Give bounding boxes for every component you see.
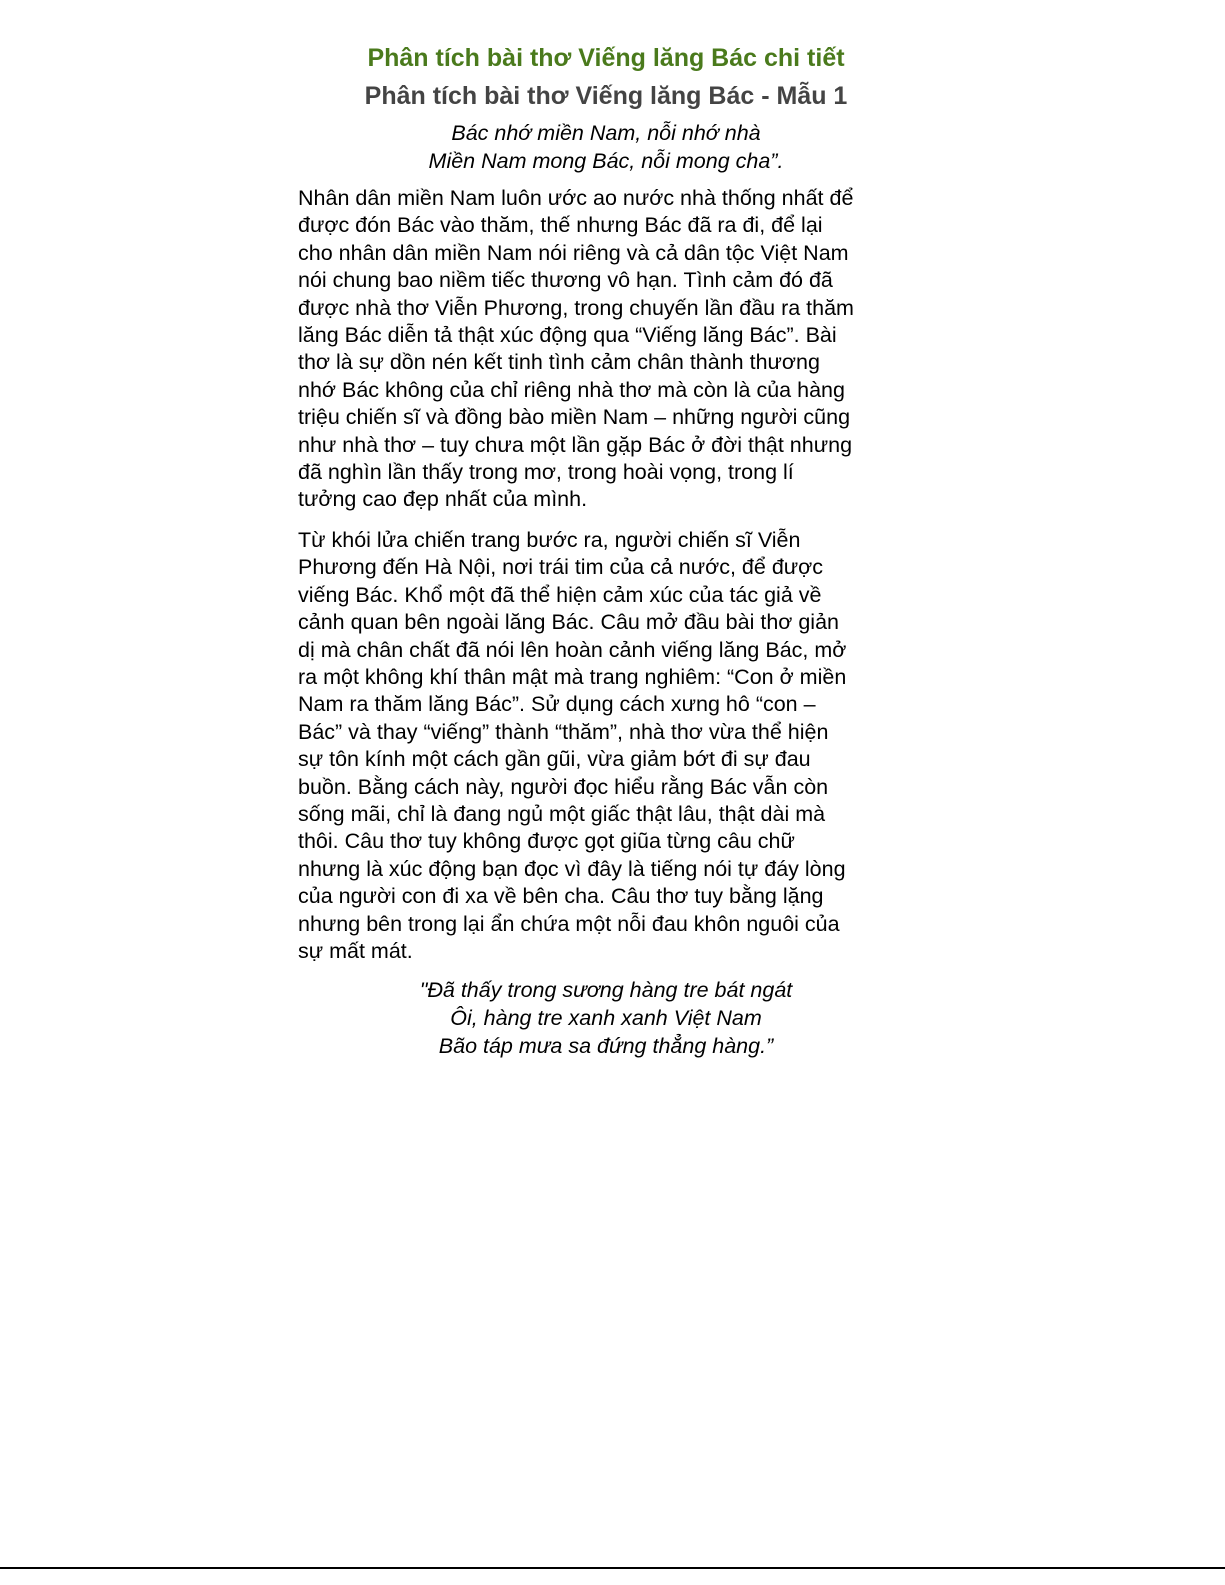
paragraph-line: Nhân dân miền Nam luôn ước ao nước nhà thống nhất để [298,186,854,210]
paragraph-line: được đón Bác vào thăm, thế nhưng Bác đã ra đi, để lại [298,213,823,238]
poem-excerpt-2 [0,976,1212,1060]
paragraph-line: sự mất mát. [298,939,413,964]
paragraph-1 [298,185,938,514]
poem-excerpt-1 [0,119,1212,175]
paragraph-line: thôi. Câu thơ tuy không được gọt giũa từng câu chữ [298,829,795,854]
paragraph-line: nhưng là xúc động bạn đọc vì đây là tiếng nói tự đáy lòng [298,856,846,881]
paragraph-line: của người con đi xa về bên cha. Câu thơ tuy bằng lặng [298,884,824,909]
paragraph-line: cảnh quan bên ngoài lăng Bác. Câu mở đầu bài thơ giản [298,610,839,635]
paragraph-line: thơ là sự dồn nén kết tinh tình cảm chân thành thương [298,350,820,375]
paragraph-line: như nhà thơ – tuy chưa một lần gặp Bác ở đời thật nhưng [298,432,853,457]
paragraph-line: buồn. Bằng cách này, người đọc hiểu rằng Bác vẫn còn [298,774,829,799]
poem-line: Ôi, hàng tre xanh xanh Việt Nam [450,1006,762,1030]
paragraph-line: triệu chiến sĩ và đồng bào miền Nam – những người cũng [298,405,851,430]
poem-line: "Đã thấy trong sương hàng tre bát ngát [419,978,793,1002]
paragraph-line: viếng Bác. Khổ một đã thể hiện cảm xúc của tác giả về [298,582,822,607]
paragraph-line: ra một không khí thân mật mà trang nghiêm: “Con ở miền [298,665,847,690]
paragraph-line: sống mãi, chỉ là đang ngủ một giấc thật lâu, thật dài mà [298,802,826,827]
paragraph-2 [298,527,938,966]
paragraph-line: được nhà thơ Viễn Phương, trong chuyến lần đầu ra thăm [298,295,854,320]
page-bottom-rule [0,1567,1225,1569]
paragraph-line: tưởng cao đẹp nhất của mình. [298,487,588,512]
paragraph-line: Bác” và thay “viếng” thành “thăm”, nhà thơ vừa thể hiện [298,719,829,744]
poem-line: Bác nhớ miền Nam, nỗi nhớ nhà [451,121,761,145]
poem-line: Bão táp mưa sa đứng thẳng hàng.” [438,1034,774,1058]
page-title: Phân tích bài thơ Viếng lăng Bác chi tiết [367,44,845,72]
paragraph-line: dị mà chân chất đã nói lên hoàn cảnh viếng lăng Bác, mở [298,637,847,662]
paragraph-line: Phương đến Hà Nội, nơi trái tim của cả nước, để được [298,555,824,580]
paragraph-line: sự tôn kính một cách gần gũi, vừa giảm bớt đi sự đau [298,747,811,772]
poem-line: Miền Nam mong Bác, nỗi mong cha”. [428,149,784,173]
paragraph-line: Nam ra thăm lăng Bác”. Sử dụng cách xưng hô “con – [298,692,816,717]
paragraph-line: lăng Bác diễn tả thật xúc động qua “Viếng lăng Bác”. Bài [298,323,837,348]
paragraph-line: đã nghìn lần thấy trong mơ, trong hoài vọng, trong lí [298,460,794,485]
page-subtitle: Phân tích bài thơ Viếng lăng Bác - Mẫu 1 [364,82,848,110]
paragraph-line: Từ khói lửa chiến trang bước ra, người chiến sĩ Viễn [298,528,801,552]
paragraph-line: nói chung bao niềm tiếc thương vô hạn. Tình cảm đó đã [298,268,833,293]
paragraph-line: nhớ Bác không của chỉ riêng nhà thơ mà còn là của hàng [298,377,845,402]
paragraph-line: cho nhân dân miền Nam nói riêng và cả dân tộc Việt Nam [298,240,849,265]
paragraph-line: nhưng bên trong lại ẩn chứa một nỗi đau khôn nguôi của [298,911,840,936]
